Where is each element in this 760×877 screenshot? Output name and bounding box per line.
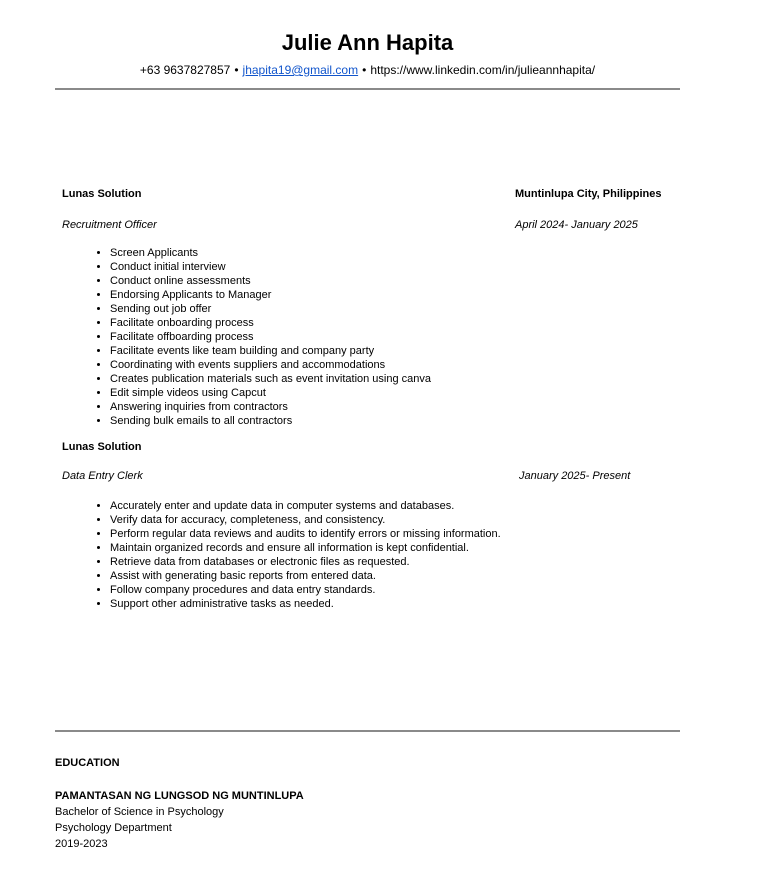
bullet-item: • Accurately enter and update data in computer systems and databases. <box>110 499 680 513</box>
job-dates: April 2024- January 2025 <box>515 219 638 231</box>
bullet-item: • Follow company procedures and data entry standards. <box>110 583 680 597</box>
email-link[interactable]: jhapita19@gmail.com <box>242 63 359 77</box>
bullet-item: • Sending out job offer <box>110 302 680 316</box>
bullet-item: • Verify data for accuracy, completeness, and consistency. <box>110 513 680 527</box>
separator-dot: • <box>234 63 239 77</box>
experience-section <box>55 188 680 611</box>
bullet-item: • Perform regular data reviews and audits to identify errors or missing information. <box>110 527 680 541</box>
role-row <box>62 470 680 483</box>
bullet-item: • Assist with generating basic reports from entered data. <box>110 569 680 583</box>
bullet-item: • Conduct online assessments <box>110 274 680 288</box>
role-row <box>62 219 680 232</box>
job-title: Data Entry Clerk <box>62 470 143 482</box>
degree: Bachelor of Science in Psychology <box>55 806 224 818</box>
job-duties-list <box>62 499 680 611</box>
education-section <box>55 757 680 852</box>
experience-entry <box>55 441 680 611</box>
phone-number: +63 9637827857 <box>139 63 231 77</box>
bullet-item: • Support other administrative tasks as needed. <box>110 597 680 611</box>
company-row <box>62 441 680 454</box>
experience-entry <box>55 188 680 428</box>
bullet-item: • Facilitate offboarding process <box>110 330 680 344</box>
bullet-item: • Creates publication materials such as event invitation using canva <box>110 372 680 386</box>
contact-line <box>55 63 680 77</box>
bullet-item: • Maintain organized records and ensure all information is kept confidential. <box>110 541 680 555</box>
candidate-name: Julie Ann Hapita <box>281 30 454 55</box>
section-divider <box>55 730 680 732</box>
company-name: Lunas Solution <box>62 188 142 200</box>
bullet-item: • Retrieve data from databases or electronic files as requested. <box>110 555 680 569</box>
bullet-item: • Conduct initial interview <box>110 260 680 274</box>
company-name: Lunas Solution <box>62 441 142 453</box>
header-divider <box>55 88 680 90</box>
school-name: PAMANTASAN NG LUNGSOD NG MUNTINLUPA <box>55 790 304 802</box>
company-row <box>62 188 680 201</box>
separator-dot: • <box>362 63 367 77</box>
job-duties-list <box>62 246 680 428</box>
bullet-item: • Facilitate events like team building and company party <box>110 344 680 358</box>
bullet-item: • Facilitate onboarding process <box>110 316 680 330</box>
company-location: Muntinlupa City, Philippines <box>515 188 662 200</box>
bullet-item: • Coordinating with events suppliers and accommodations <box>110 358 680 372</box>
bullet-item: • Sending bulk emails to all contractors <box>110 414 680 428</box>
job-dates: January 2025- Present <box>519 470 631 482</box>
job-title: Recruitment Officer <box>62 219 157 231</box>
bullet-item: • Answering inquiries from contractors <box>110 400 680 414</box>
department: Psychology Department <box>55 822 172 834</box>
bullet-item: • Screen Applicants <box>110 246 680 260</box>
education-years: 2019-2023 <box>55 838 108 850</box>
education-heading: EDUCATION <box>55 757 120 769</box>
bullet-item: • Endorsing Applicants to Manager <box>110 288 680 302</box>
bullet-item: • Edit simple videos using Capcut <box>110 386 680 400</box>
linkedin-url: https://www.linkedin.com/in/julieannhapita/ <box>370 63 596 77</box>
